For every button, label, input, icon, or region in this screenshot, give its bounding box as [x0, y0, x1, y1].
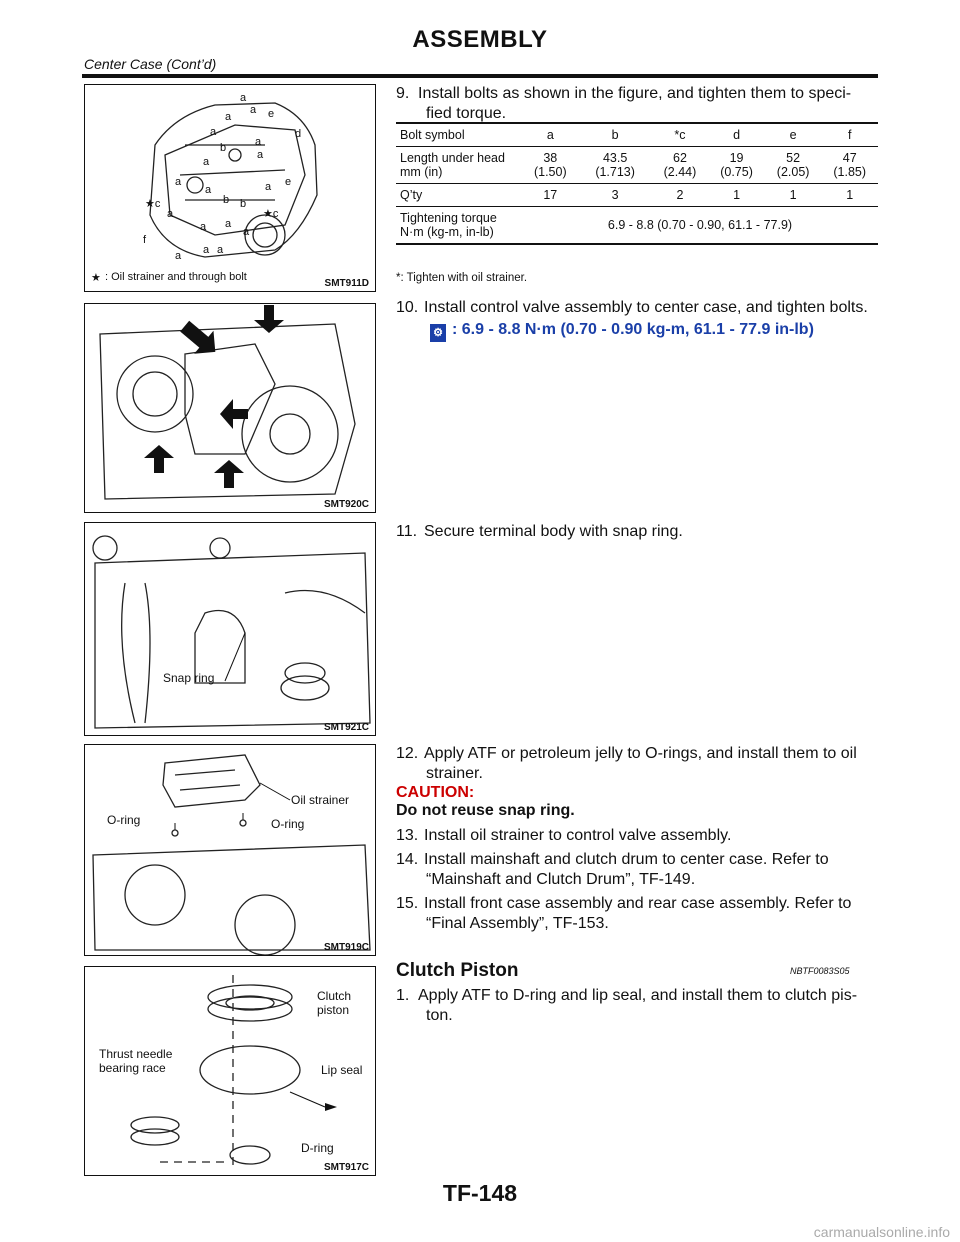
svg-text:a: a — [240, 92, 247, 104]
table-cell: 17 — [522, 184, 579, 207]
step-number: 15. — [396, 895, 419, 912]
table-cell: a — [522, 123, 579, 147]
table-cell: 19 (0.75) — [708, 147, 765, 184]
table-row — [396, 123, 878, 147]
figure-code: SMT921C — [323, 722, 369, 733]
step-number: 12. — [396, 745, 419, 762]
step-text: Secure terminal body with snap ring. — [424, 523, 683, 540]
svg-text:a: a — [175, 176, 182, 188]
svg-text:a: a — [210, 126, 217, 138]
row-label: Length under head mm (in) — [396, 147, 522, 184]
o-ring-label-left: O-ring — [107, 813, 141, 827]
table-note: *: Tighten with oil strainer. — [396, 272, 528, 284]
control-valve-drawing — [85, 304, 375, 512]
step-12 — [396, 744, 880, 784]
page-subtitle: Center Case (Cont’d) — [84, 56, 217, 72]
page-title: ASSEMBLY — [412, 26, 548, 53]
table-cell: e — [765, 123, 822, 147]
row-label: Bolt symbol — [396, 123, 522, 147]
oil-strainer-label: Oil strainer — [291, 793, 350, 807]
svg-text:a: a — [243, 226, 250, 238]
svg-text:b: b — [240, 198, 247, 210]
step-11 — [396, 522, 880, 542]
table-row — [396, 207, 878, 245]
section-title: Clutch Piston — [396, 960, 519, 981]
svg-text:a: a — [205, 184, 212, 196]
table-cell: 1 — [821, 184, 878, 207]
table-cell: 47 (1.85) — [821, 147, 878, 184]
step-text: Apply ATF to D-ring and lip seal, and install them to clutch pis- — [418, 987, 858, 1004]
table-cell: 38 (1.50) — [522, 147, 579, 184]
svg-text:a: a — [250, 104, 257, 116]
figure-bolt-layout — [84, 84, 376, 292]
clutch-piston-label: Clutch piston — [317, 989, 352, 1017]
row-label: Q’ty — [396, 184, 522, 207]
figure-code: SMT919C — [323, 942, 369, 953]
step-text-cont: “Final Assembly”, TF-153. — [426, 915, 609, 932]
svg-text:a: a — [217, 244, 224, 256]
figure-code: SMT911D — [324, 278, 369, 289]
svg-text:b: b — [220, 142, 227, 154]
svg-text:a: a — [225, 111, 232, 123]
step-text: Install bolts as shown in the figure, and tighten them to speci- — [418, 85, 852, 102]
step-number: 1. — [396, 987, 410, 1004]
header-rule — [82, 74, 878, 78]
table-cell: 6.9 - 8.8 (0.70 - 0.90, 61.1 - 77.9) — [522, 207, 878, 245]
step-clutch-1 — [396, 986, 880, 1026]
table-cell: b — [579, 123, 652, 147]
svg-text:e: e — [268, 108, 275, 120]
table-cell: 3 — [579, 184, 652, 207]
step-text: Install control valve assembly to center case, and tighten bolts. — [424, 299, 868, 316]
svg-text:e: e — [285, 176, 292, 188]
table-cell: 52 (2.05) — [765, 147, 822, 184]
svg-text:a: a — [265, 181, 272, 193]
step-text: Apply ATF or petroleum jelly to O-rings, and install them to oil — [424, 745, 857, 762]
svg-text:★c: ★c — [263, 208, 279, 220]
table-cell: 1 — [765, 184, 822, 207]
step-15 — [396, 894, 880, 934]
step-number: 10. — [396, 299, 419, 316]
oil-strainer-drawing — [85, 745, 375, 955]
step-text-cont: fied torque. — [426, 105, 507, 122]
svg-text:a: a — [200, 221, 207, 233]
table-row — [396, 184, 878, 207]
table-cell: f — [821, 123, 878, 147]
torque-value: : 6.9 - 8.8 N·m (0.70 - 0.90 kg-m, 61.1 - 77.9 in-lb) — [452, 321, 814, 338]
thrust-needle-label: Thrust needle bearing race — [99, 1047, 173, 1075]
step-text: Install oil strainer to control valve assembly. — [424, 827, 732, 844]
svg-text:★c: ★c — [145, 198, 161, 210]
terminal-body-drawing — [85, 523, 375, 735]
table-cell: 2 — [652, 184, 709, 207]
row-label: Tightening torque N·m (kg-m, in-lb) — [396, 207, 522, 245]
figure-legend: : Oil strainer and through bolt — [105, 271, 247, 283]
table-row — [396, 147, 878, 184]
table-cell: *c — [652, 123, 709, 147]
svg-text:★: ★ — [91, 272, 101, 284]
svg-text:a: a — [225, 218, 232, 230]
step-9 — [396, 84, 880, 124]
figure-control-valve — [84, 303, 376, 513]
step-14 — [396, 850, 880, 890]
svg-text:d: d — [295, 128, 302, 140]
figure-clutch-piston — [84, 966, 376, 1176]
svg-text:a: a — [203, 244, 210, 256]
svg-text:f: f — [143, 234, 147, 246]
step-text-cont: strainer. — [426, 765, 483, 782]
step-text-cont: ton. — [426, 1007, 453, 1024]
svg-text:b: b — [223, 194, 230, 206]
figure-terminal-body — [84, 522, 376, 736]
svg-text:a: a — [203, 156, 210, 168]
step-text: Install mainshaft and clutch drum to center case. Refer to — [424, 851, 829, 868]
figure-oil-strainer — [84, 744, 376, 956]
figure-code: SMT920C — [323, 499, 369, 510]
wrench-icon: ⚙ — [430, 324, 446, 342]
bolt-layout-drawing — [85, 85, 375, 291]
step-text: Install front case assembly and rear case assembly. Refer to — [424, 895, 852, 912]
svg-text:a: a — [257, 149, 264, 161]
table-cell: 62 (2.44) — [652, 147, 709, 184]
table-cell: 1 — [708, 184, 765, 207]
svg-text:a: a — [255, 136, 262, 148]
step-number: 11. — [396, 523, 418, 540]
svg-text:a: a — [175, 250, 182, 262]
section-ref: NBTF0083S05 — [790, 966, 850, 976]
d-ring-label: D-ring — [301, 1141, 334, 1155]
caution-label: CAUTION: — [396, 784, 475, 801]
bolt-spec-table — [396, 122, 878, 245]
step-number: 9. — [396, 85, 410, 102]
snap-ring-label: Snap ring — [163, 671, 215, 685]
figure-code: SMT917C — [323, 1162, 369, 1173]
o-ring-label-right: O-ring — [271, 817, 305, 831]
step-text-cont: “Mainshaft and Clutch Drum”, TF-149. — [426, 871, 696, 888]
page-number: TF-148 — [442, 1180, 518, 1206]
table-cell: d — [708, 123, 765, 147]
step-number: 13. — [396, 827, 419, 844]
table-cell: 43.5 (1.713) — [579, 147, 652, 184]
step-10 — [396, 298, 880, 318]
torque-spec — [430, 321, 814, 342]
step-13 — [396, 826, 880, 846]
step-number: 14. — [396, 851, 419, 868]
watermark: carmanualsonline.info — [813, 1224, 950, 1240]
caution-text: Do not reuse snap ring. — [396, 802, 575, 819]
svg-text:a: a — [167, 208, 174, 220]
lip-seal-label: Lip seal — [321, 1063, 363, 1077]
